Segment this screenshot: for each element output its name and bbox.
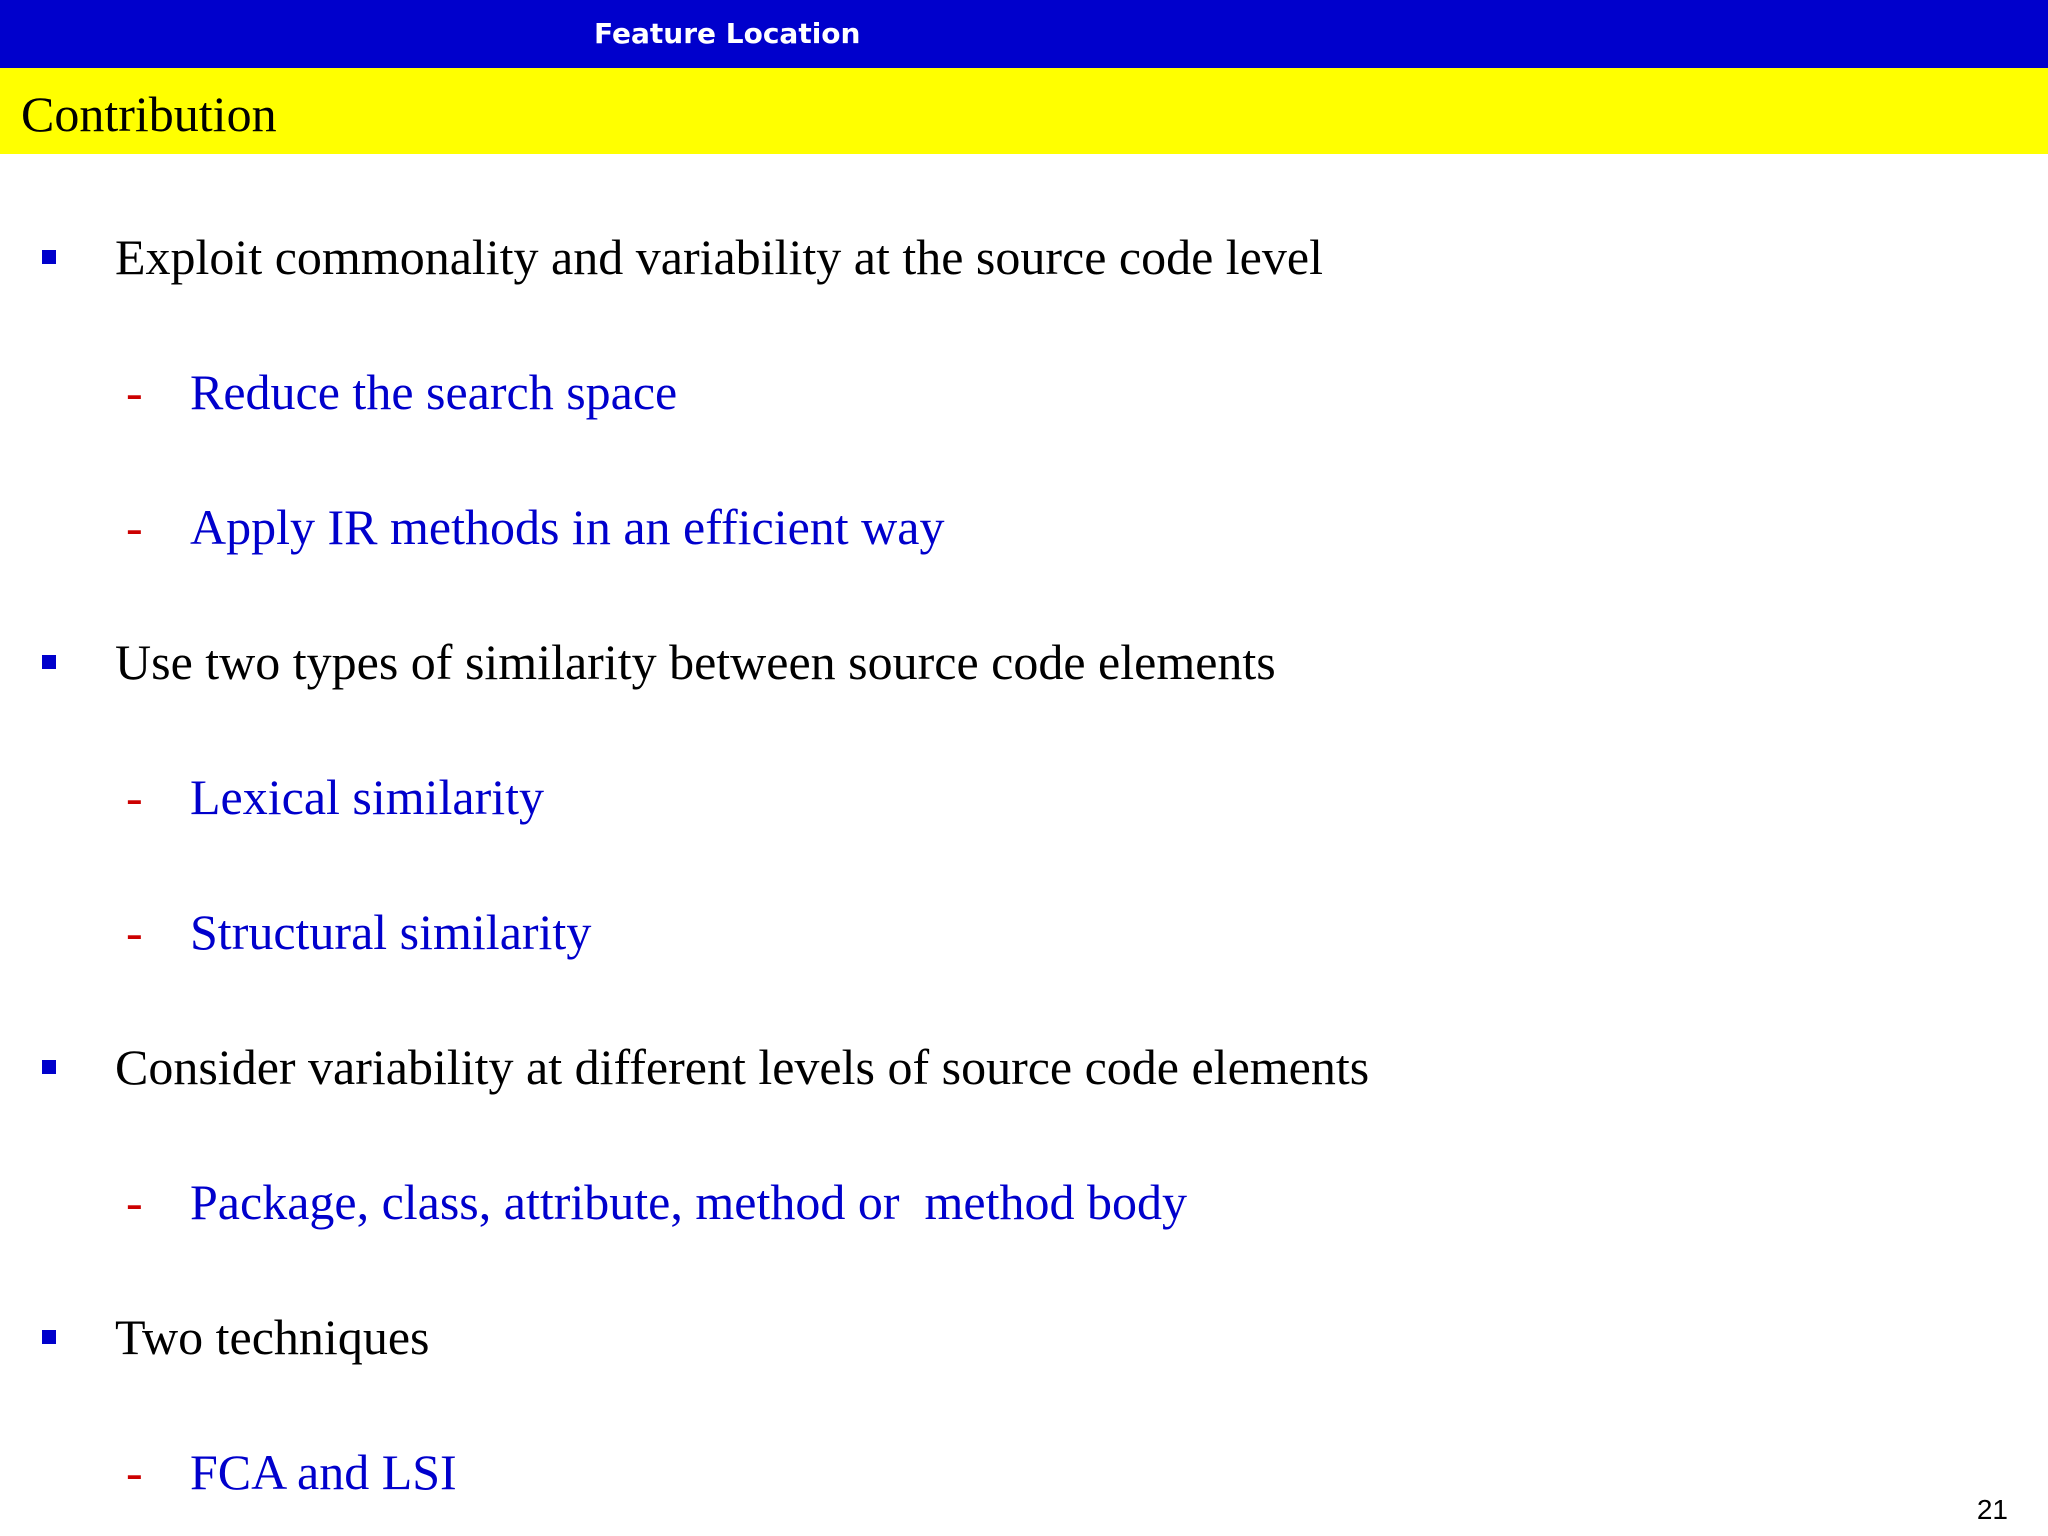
sub-bullet-item: Reduce the search space — [190, 364, 678, 420]
section-title: Feature Location — [594, 17, 861, 50]
sub-bullet-item: Lexical similarity — [190, 769, 545, 825]
dash-marker: - — [126, 499, 143, 555]
sub-bullet-item: Package, class, attribute, method or method body — [190, 1174, 1187, 1230]
bullet-item: Consider variability at different levels of source code elements — [115, 1039, 1370, 1095]
bullet-item: Use two types of similarity between source code elements — [115, 634, 1276, 690]
slide-title: Contribution — [21, 86, 277, 142]
sub-bullet-item: Apply IR methods in an efficient way — [190, 499, 945, 555]
sub-bullet-item: Structural similarity — [190, 904, 592, 960]
square-bullet-icon — [42, 1330, 56, 1344]
dash-marker: - — [126, 364, 143, 420]
header-bar — [0, 0, 2048, 68]
dash-marker: - — [126, 1174, 143, 1230]
title-bar — [0, 68, 2048, 154]
dash-marker: - — [126, 769, 143, 825]
page-number: 21 — [1976, 1494, 2008, 1525]
sub-bullet-item: FCA and LSI — [190, 1444, 457, 1500]
dash-marker: - — [126, 1444, 143, 1500]
square-bullet-icon — [42, 1060, 56, 1074]
square-bullet-icon — [42, 655, 56, 669]
dash-marker: - — [126, 904, 143, 960]
bullet-item: Exploit commonality and variability at the source code level — [115, 229, 1323, 285]
bullet-item: Two techniques — [115, 1309, 430, 1365]
square-bullet-icon — [42, 250, 56, 264]
